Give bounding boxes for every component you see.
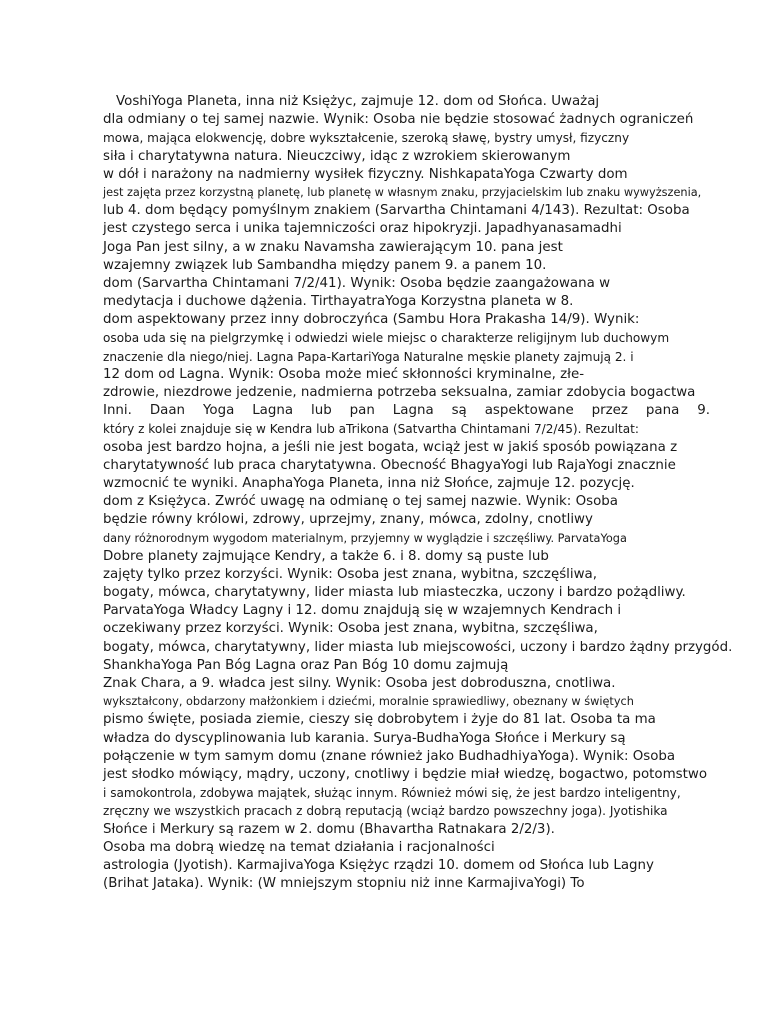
text-line: bogaty, mówca, charytatywny, lider miasta lub miejscowości, uczony i bardzo żądny przygód. <box>103 639 733 655</box>
text-line: Słońce i Merkury są razem w 2. domu (Bhavartha Ratnakara 2/2/3). <box>103 821 555 837</box>
text-line: siła i charytatywna natura. Nieuczciwy, idąc z wzrokiem skierowanym <box>103 148 571 164</box>
text-line: i samokontrola, zdobywa majątek, służąc innym. Również mówi się, że jest bardzo inteligentny, <box>103 786 681 801</box>
text-line: Dobre planety zajmujące Kendry, a także 6. i 8. domy są puste lub <box>103 548 549 564</box>
text-line: wzmocnić te wyniki. AnaphaYoga Planeta, inna niż Słońce, zajmuje 12. pozycję. <box>103 475 635 491</box>
text-line: Osoba ma dobrą wiedzę na temat działania i racjonalności <box>103 839 495 855</box>
text-line: Znak Chara, a 9. władca jest silny. Wynik: Osoba jest dobroduszna, cnotliwa. <box>103 676 616 691</box>
text-line: (Brihat Jataka). Wynik: (W mniejszym stopniu niż inne KarmajivaYogi) To <box>103 876 585 892</box>
text-line: znaczenie dla niego/niej. Lagna Papa-KartariYoga Naturalne męskie planety zajmują 2. i <box>103 349 634 364</box>
text-line: który z kolei znajduje się w Kendra lub aTrikona (Satvartha Chintamani 7/2/45). Rezultat: <box>103 422 639 437</box>
text-line: astrologia (Jyotish). KarmajivaYoga Księżyc rządzi 10. domem od Słońca lub Lagny <box>103 857 654 873</box>
text-line: medytacja i duchowe dążenia. TirthayatraYoga Korzystna planeta w 8. <box>103 294 574 310</box>
text-line: dom z Księżyca. Zwróć uwagę na odmianę o tej samej nazwie. Wynik: Osoba <box>103 494 618 510</box>
text-line: lub 4. dom będący pomyślnym znakiem (Sarvartha Chintamani 4/143). Rezultat: Osoba <box>103 203 690 219</box>
text-line: ShankhaYoga Pan Bóg Lagna oraz Pan Bóg 10 domu zajmują <box>103 657 509 673</box>
text-line: Joga Pan jest silny, a w znaku Navamsha zawierającym 10. pana jest <box>103 239 563 255</box>
text-line: dom aspektowany przez inny dobroczyńca (Sambu Hora Prakasha 14/9). Wynik: <box>103 312 640 328</box>
text-line: zajęty tylko przez korzyści. Wynik: Osoba jest znana, wybitna, szczęśliwa, <box>103 566 598 582</box>
text-line: jest słodko mówiący, mądry, uczony, cnotliwy i będzie miał wiedzę, bogactwo, potomstwo <box>103 766 708 782</box>
text-line: będzie równy królowi, zdrowy, uprzejmy, znany, mówca, zdolny, cnotliwy <box>103 512 593 528</box>
text-line: zdrowie, niezdrowe jedzenie, nadmierna potrzeba seksualna, zamiar zdobycia bogactwa <box>103 385 696 400</box>
text-line: wzajemny związek lub Sambandha między panem 9. a panem 10. <box>103 257 547 273</box>
text-line: zręczny we wszystkich pracach z dobrą reputacją (wciąż bardzo powszechny joga). Jyotishika <box>103 804 668 819</box>
text-line: dom (Sarvartha Chintamani 7/2/41). Wynik: Osoba będzie zaangażowana w <box>103 275 611 291</box>
text-line: pismo święte, posiada ziemie, cieszy się dobrobytem i żyje do 81 lat. Osoba ta ma <box>103 712 656 728</box>
text-line: ParvataYoga Władcy Lagny i 12. domu znajdują się w wzajemnych Kendrach i <box>103 603 622 619</box>
text-line: w dół i narażony na nadmierny wysiłek fizyczny. NishkapataYoga Czwarty dom <box>103 166 628 182</box>
text-line: dla odmiany o tej samej nazwie. Wynik: Osoba nie będzie stosować żadnych ograniczeń <box>103 112 694 128</box>
text-line: jest czystego serca i unika tajemniczości oraz hipokryzji. Japadhyanasamadhi <box>103 221 622 237</box>
text-line: jest zajęta przez korzystną planetę, lub planetę w własnym znaku, przyjacielskim lub znaku wywyższenia, <box>103 185 702 199</box>
document-text <box>103 93 743 893</box>
text-line: osoba jest bardzo hojna, a jeśli nie jest bogata, wciąż jest w jakiś sposób powiązana z <box>103 439 678 455</box>
text-line: wykształcony, obdarzony małżonkiem i dziećmi, moralnie sprawiedliwy, obeznany w świętych <box>103 695 634 709</box>
text-line: oczekiwany przez korzyści. Wynik: Osoba jest znana, wybitna, szczęśliwa, <box>103 621 598 637</box>
text-line: 12 dom od Lagna. Wynik: Osoba może mieć skłonności kryminalne, złe- <box>103 366 585 382</box>
text-line: dany różnorodnym wygodom materialnym, przyjemny w wyglądzie i szczęśliwy. ParvataYoga <box>103 531 627 545</box>
text-line: VoshiYoga Planeta, inna niż Księżyc, zajmuje 12. dom od Słońca. Uważaj <box>116 94 600 109</box>
text-line: charytatywność lub praca charytatywna. Obecność BhagyaYogi lub RajaYogi znacznie <box>103 457 676 473</box>
text-line: Inni. Daan Yoga Lagna lub pan Lagna są aspektowane przez pana 9. <box>103 403 710 419</box>
text-line: połączenie w tym samym domu (znane również jako BudhadhiyaYoga). Wynik: Osoba <box>103 748 676 764</box>
text-line: władza do dyscyplinowania lub karania. Surya-BudhaYoga Słońce i Merkury są <box>103 730 626 746</box>
text-line: bogaty, mówca, charytatywny, lider miasta lub miasteczka, uczony i bardzo pożądliwy. <box>103 585 686 601</box>
text-line: osoba uda się na pielgrzymkę i odwiedzi wiele miejsc o charakterze religijnym lub duchowym <box>103 331 670 346</box>
text-line: mowa, mająca elokwencję, dobre wykształcenie, szeroką sławę, bystry umysł, fizyczny <box>103 131 630 146</box>
